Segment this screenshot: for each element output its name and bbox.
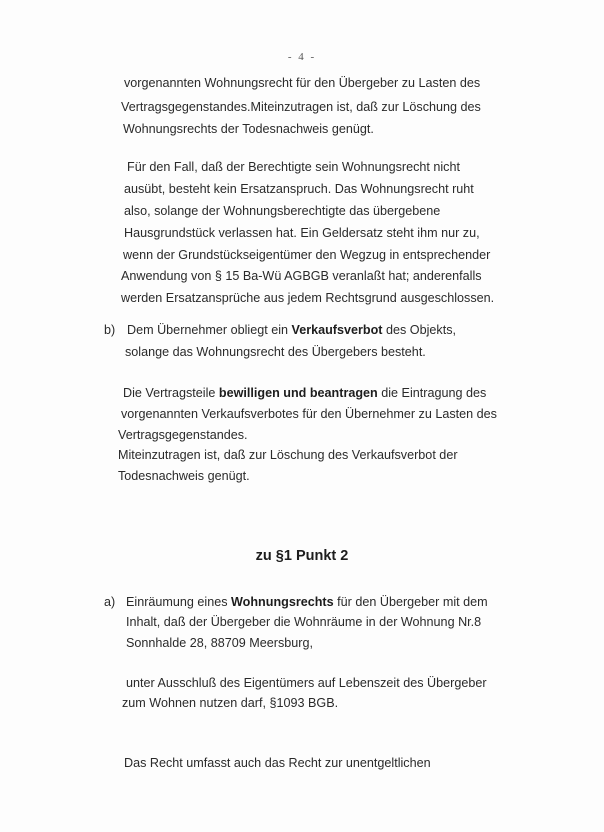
item-a-label: a) <box>104 595 116 609</box>
para3-line-5: Todesnachweis genügt. <box>118 469 250 483</box>
item-a-line-2: Inhalt, daß der Übergeber die Wohnräume in der Wohnung Nr.8 <box>126 615 482 629</box>
para3-line-4: Miteinzutragen ist, daß zur Löschung des Verkaufsverbot der <box>118 448 458 462</box>
item-a-text: Einräumung eines <box>126 595 232 609</box>
section-heading: zu §1 Punkt 2 <box>255 548 349 564</box>
item-a-text-end: für den Übergeber mit dem <box>333 595 488 609</box>
para3-text: Die Vertragsteile <box>123 386 219 400</box>
para2-line-1: Für den Fall, daß der Berechtigte sein Wohnungsrecht nicht <box>127 160 460 174</box>
para4-line-2: zum Wohnen nutzen darf, §1093 BGB. <box>122 696 339 710</box>
item-b-line-2: solange das Wohnungsrecht des Übergebers besteht. <box>125 345 426 359</box>
para2-line-7: werden Ersatzansprüche aus jedem Rechtsgrund ausgeschlossen. <box>121 291 495 305</box>
para3-text-end: die Eintragung des <box>377 386 487 400</box>
item-a-line-1 <box>126 594 488 610</box>
para1-line-1: vorgenannten Wohnungsrecht für den Übergeber zu Lasten des <box>124 76 481 90</box>
para2-line-2: ausübt, besteht kein Ersatzanspruch. Das Wohnungsrecht ruht <box>124 182 474 196</box>
item-a-bold-term: Wohnungsrechts <box>231 595 334 609</box>
para2-line-5: wenn der Grundstückseigentümer den Wegzug in entsprechender <box>123 248 491 262</box>
item-b-line-1 <box>127 322 456 338</box>
para1-line-3: Wohnungsrechts der Todesnachweis genügt. <box>123 122 374 136</box>
para3-line-2: vorgenannten Verkaufsverbotes für den Übernehmer zu Lasten des <box>121 407 497 421</box>
item-b-bold-term: Verkaufsverbot <box>291 323 383 337</box>
para5-line-1: Das Recht umfasst auch das Recht zur unentgeltlichen <box>124 756 431 770</box>
para4-line-1: unter Ausschluß des Eigentümers auf Lebenszeit des Übergeber <box>126 676 487 690</box>
item-b-text: Dem Übernehmer obliegt ein <box>127 323 292 337</box>
para3-line-1 <box>123 385 486 401</box>
para2-line-6: Anwendung von § 15 Ba-Wü AGBGB veranlaßt hat; anderenfalls <box>121 269 482 283</box>
para3-line-3: Vertragsgegenstandes. <box>118 428 248 442</box>
para3-bold-term: bewilligen und beantragen <box>218 386 378 400</box>
item-a-line-3: Sonnhalde 28, 88709 Meersburg, <box>126 636 313 650</box>
page-number: - 4 - <box>287 51 317 63</box>
para1-line-2: Vertragsgegenstandes.Miteinzutragen ist, daß zur Löschung des <box>121 100 481 114</box>
item-b-text-end: des Objekts, <box>382 323 456 337</box>
para2-line-3: also, solange der Wohnungsberechtigte das übergebene <box>124 204 441 218</box>
para2-line-4: Hausgrundstück verlassen hat. Ein Geldersatz steht ihm nur zu, <box>124 226 480 240</box>
item-b-label: b) <box>104 323 116 337</box>
